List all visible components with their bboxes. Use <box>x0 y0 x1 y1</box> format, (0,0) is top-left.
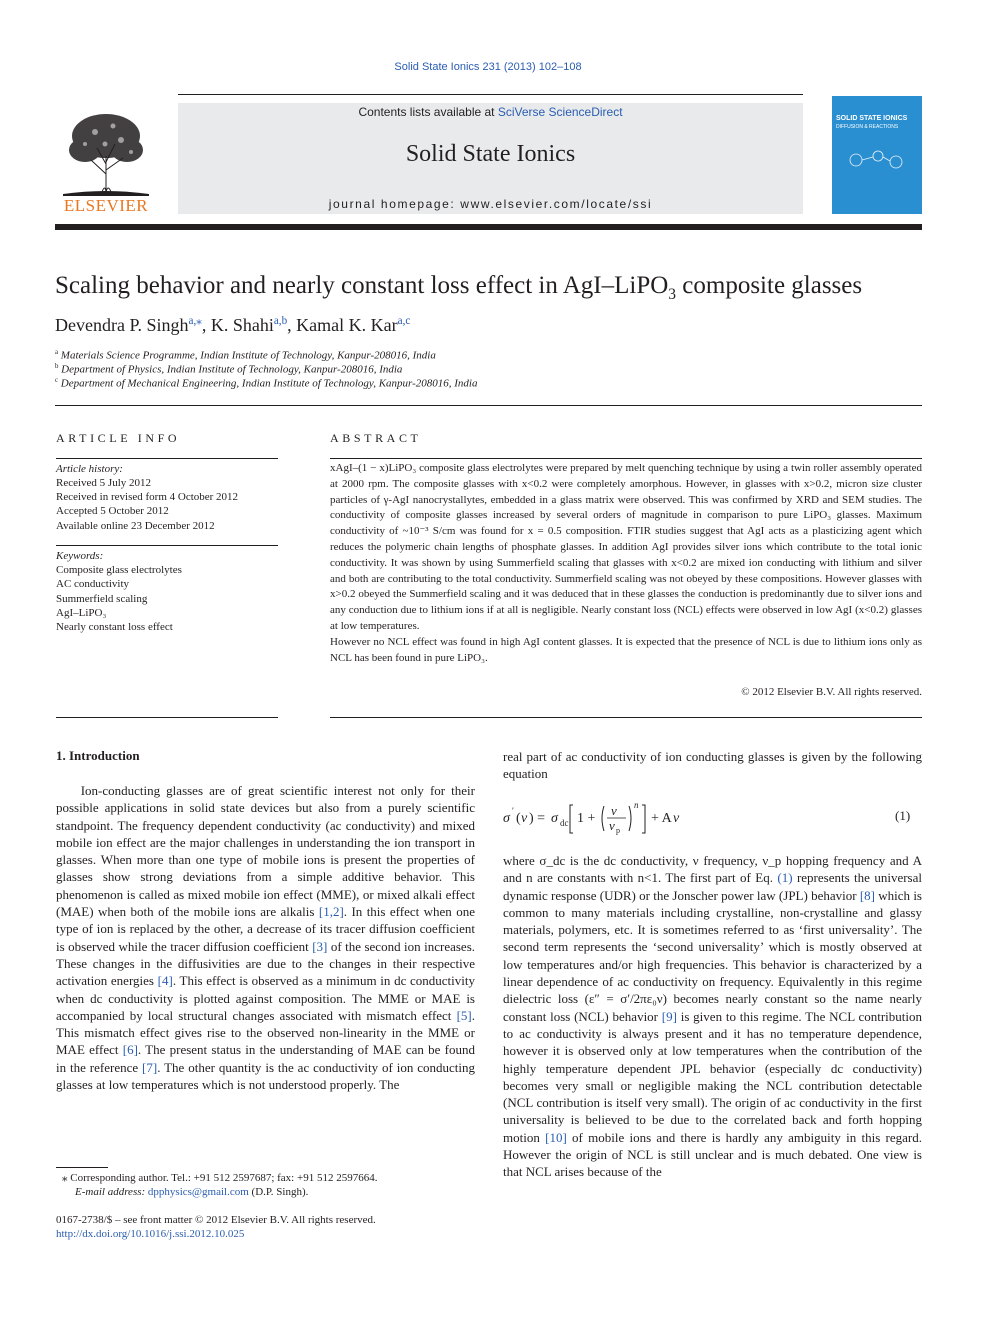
citation-link[interactable]: [5] <box>456 1007 472 1023</box>
email-link[interactable]: dpphysics@gmail.com <box>147 1186 249 1198</box>
article-info-rule <box>56 458 278 459</box>
svg-text:n: n <box>634 800 639 810</box>
citation-link[interactable]: [6] <box>122 1042 138 1058</box>
paragraph-text: of the second ion increases. These changes in the diffusivities are due to the changes in their respective activation energies <box>56 938 475 989</box>
intro-paragraph <box>56 782 475 1093</box>
paragraph-text: of mobile ions and there is hardly any ambiguity in this regard. However the origin of NCL is still unclear and is much debated. One view is that NCL arises because of the <box>503 1129 922 1180</box>
svg-text:1 +: 1 + <box>577 811 596 826</box>
paragraph-text: is given to this regime. The NCL contribution to ac conductivity is always present and it has no temperature dependence, however it is observed only at low temperatures when the contribution of the highly temperature dependent JPL behavior (especially dc conductivity) becomes very small or negligible making the NCL contribution detectable (NCL contribution is itself very small). The origin of ac conductivity in the first universality is believed to be due to the correlated back and forth hopping motion <box>503 1008 922 1145</box>
contents-prefix: Contents lists available at <box>358 105 498 119</box>
svg-text:) =: ) = <box>529 811 546 826</box>
cover-art-graphic <box>836 140 916 180</box>
citation-link[interactable]: [9] <box>661 1008 677 1024</box>
email-suffix: (D.P. Singh). <box>248 1186 309 1198</box>
affiliation-text: Department of Mechanical Engineering, Indian Institute of Technology, Kanpur-208016, India <box>60 377 478 390</box>
affiliation-mark: a <box>55 349 59 356</box>
history-item: Available online 23 December 2012 <box>56 520 215 532</box>
section-heading-introduction: 1. Introduction <box>56 748 140 763</box>
issn-line: 0167-2738/$ – see front matter © 2012 Elsevier B.V. All rights reserved. <box>56 1214 376 1226</box>
svg-text:(: ( <box>516 811 521 826</box>
equation-1 <box>503 797 922 839</box>
svg-text:′: ′ <box>512 806 514 816</box>
svg-text:ν: ν <box>673 811 680 826</box>
history-label: Article history: <box>56 463 123 475</box>
paragraph-text: . The other quantity is the ac conductivity of ion conducting glasses at low temperatures which is not understood properly. The <box>56 1059 475 1093</box>
equation-lead-in: real part of ac conductivity of ion conducting glasses is given by the following equation <box>503 749 922 782</box>
abstract-copyright: © 2012 Elsevier B.V. All rights reserved. <box>741 686 922 698</box>
title-main: Scaling behavior and nearly constant loss effect in AgI–LiPO <box>55 272 669 299</box>
svg-text:+ A: + A <box>651 811 672 826</box>
cover-subtitle-text: DIFFUSION & REACTIONS <box>836 124 899 130</box>
paragraph-text: which is common to many materials including crystalline, non-crystalline and glassy materials, polymers, etc. It is sometimes referred to as ‘first universality’. The second term represents the ‘second universality’ which is mostly observed at low temperatures and/or high frequencies. This behavior is characterized by a linear dependence of ac conductivity on frequency. Equivalently in this regime dielectric loss (ε″ = σ′/2πε₀ν) becomes nearly constant so the name nearly constant loss (NCL) behavior <box>503 887 922 1024</box>
author-name[interactable]: Devendra P. Singh <box>55 315 189 335</box>
keywords-label: Keywords: <box>56 550 104 562</box>
svg-text:σ: σ <box>503 811 510 826</box>
intro-right-column-top <box>503 748 922 783</box>
author-affiliation-marks[interactable]: a,b <box>273 315 288 327</box>
masthead-top-rule <box>178 94 803 95</box>
article-info-bottom-rule <box>56 717 278 718</box>
author-name[interactable]: K. Shahi <box>210 315 274 335</box>
keyword-item: Summerfield scaling <box>56 593 148 605</box>
affiliation-mark: b <box>55 363 59 370</box>
svg-text:σ: σ <box>551 811 558 826</box>
citation-link[interactable]: [1,2] <box>318 904 344 920</box>
paragraph-text: . The present status in the understanding of MAE can be found in the reference <box>56 1042 475 1075</box>
author-list <box>55 314 410 336</box>
journal-citation-link[interactable]: Solid State Ionics 231 (2013) 102–108 <box>394 61 582 73</box>
author-affiliation-marks[interactable]: a,c <box>397 315 411 327</box>
affiliation-rule <box>55 405 922 406</box>
svg-text:ν: ν <box>611 803 617 818</box>
affiliation-c <box>55 377 478 390</box>
svg-text:ν: ν <box>609 818 615 833</box>
doi-link[interactable]: http://dx.doi.org/10.1016/j.ssi.2012.10.025 <box>56 1228 245 1240</box>
email-label: E-mail address: <box>75 1186 148 1198</box>
keyword-item: AC conductivity <box>56 578 130 590</box>
history-item: Received in revised form 4 October 2012 <box>56 491 239 503</box>
article-info-heading: ARTICLE INFO <box>56 431 181 445</box>
intro-paragraph <box>503 852 922 1181</box>
history-item: Accepted 5 October 2012 <box>56 505 169 517</box>
masthead-bottom-rule <box>55 224 922 230</box>
corresponding-author-note: ⁎ Corresponding author. Tel.: +91 512 2597687; fax: +91 512 2597664. <box>62 1172 378 1184</box>
citation-link[interactable]: [10] <box>545 1129 567 1145</box>
svg-text:p: p <box>616 826 620 835</box>
paragraph-text: . In this effect when one type of ion is replaced by the other, a decrease of its tracer diffusion coefficient is observed while the tracer diffusion coefficient <box>56 904 475 954</box>
author-separator: , <box>287 315 297 335</box>
svg-text:dc: dc <box>560 818 569 828</box>
publisher-logo-text: ELSEVIER <box>63 196 149 215</box>
abstract-rule <box>330 458 922 459</box>
abstract-paragraph: However no NCL effect was found in high AgI content glasses. It is expected that the presence of NCL is due to lithium ions only as NCL has been found in pure LiPO₃. <box>330 635 922 664</box>
paragraph-text: represents the universal dynamic response (UDR) or the Jonscher power law (JPL) behavior <box>503 870 922 903</box>
keyword-item: AgI–LiPO₃ <box>56 607 107 619</box>
journal-cover-title <box>836 115 920 131</box>
intro-left-column <box>56 782 475 1093</box>
keyword-item: Composite glass electrolytes <box>56 564 182 576</box>
intro-right-column-body <box>503 852 922 1181</box>
citation-link[interactable]: [3] <box>312 938 328 954</box>
svg-text:ν: ν <box>521 811 528 826</box>
title-tail: composite glasses <box>676 272 863 299</box>
affiliation-mark: c <box>55 377 59 384</box>
footnote-rule <box>56 1167 108 1168</box>
citation-link[interactable]: (1) <box>777 870 793 886</box>
cover-title-text: SOLID STATE IONICS <box>836 115 908 122</box>
email-note <box>75 1186 308 1198</box>
keyword-item: Nearly constant loss effect <box>56 621 173 633</box>
author-affiliation-marks[interactable]: a,⁎ <box>188 315 202 327</box>
author-separator: , <box>201 315 211 335</box>
keywords-rule <box>56 545 278 546</box>
citation-link[interactable]: [8] <box>859 887 876 903</box>
paragraph-text: where σ_dc is the dc conductivity, ν frequency, ν_p hopping frequency and A and n are constants with n<1. The first part of Eq. <box>503 853 922 886</box>
article-title <box>55 272 862 304</box>
contents-line <box>178 105 803 119</box>
paragraph-text: Ion-conducting glasses are of great scientific interest not only for their possible applications in solid state devices but also from a purely scientific standpoint. The frequency dependent conductivity (ac conductivity) and mixed mobile ion effect are the major challenges in understanding the ion transport in glasses. When more than one type of mobile ions is present the properties of glasses show strong deviations from a simple additive behavior. This phenomenon is called as mixed mobile ion effect (MME), or mixed alkali effect (MAE) when both of the mobile ions are alkalis <box>56 783 475 920</box>
affiliation-text: Department of Physics, Indian Institute of Technology, Kanpur-208016, India <box>61 363 403 376</box>
affiliation-text: Materials Science Programme, Indian Institute of Technology, Kanpur-208016, India <box>60 349 436 362</box>
citation-link[interactable]: [4] <box>157 973 173 989</box>
abstract-body <box>330 461 922 666</box>
history-item: Received 5 July 2012 <box>56 477 152 489</box>
title-subscript: 3 <box>668 286 677 303</box>
author-name[interactable]: Kamal K. Kar <box>296 315 398 335</box>
citation-link[interactable]: [7] <box>142 1059 158 1075</box>
affiliation-a <box>55 349 436 362</box>
sciencedirect-link[interactable]: SciVerse ScienceDirect <box>497 105 623 119</box>
journal-homepage[interactable]: journal homepage: www.elsevier.com/locate/ssi <box>328 197 653 211</box>
abstract-paragraph: xAgI–(1 − x)LiPO₃ composite glass electrolytes were prepared by melt quenching technique by using a twin roller assembly operated at 2000 rpm. The composite glasses with x<0.2 were completely amorphous. However, in glasses with x>0.2, micron size cluster particles of γ-AgI nanocrystallytes, embedded in a glass matrix were observed. This was confirmed by XRD and SEM studies. The conductivity of composite glasses increased by several orders of magnitude in comparison to pure LiPO₃ glasses. Maximum conductivity of ~10⁻³ S/cm was found for x = 0.5 composition. FTIR studies suggest that AgI acts as a plasticizing agent which reduces the polymeric chain lengths of phosphate glasses. In addition AgI provides silver ions which contribute to the total ionic conductivity. It was shown by using Summerfield scaling that glasses with x<0.2 are mixed ion conducting with lithium and silver and both are contributing to the total conductivity. Summerfield scaling was not obeyed by these compositions. However glasses with x>0.2 obeyed the Summerfield scaling and it was deduced that in these glasses the conduction is predominantly due to silver ions and any conduction due to lithium ions if at all is negligible. Nearly constant loss (NCL) effects were observed in low AgI (x<0.2) glasses at low temperatures. <box>330 462 922 632</box>
journal-title: Solid State Ionics <box>405 141 576 167</box>
abstract-bottom-rule <box>330 717 922 718</box>
paragraph-text: . This mismatch effect gives rise to the observed non-linearity in the MME or MAE effect <box>56 1007 475 1058</box>
equation-number: (1) <box>895 808 911 823</box>
affiliation-b <box>55 363 402 376</box>
abstract-heading: ABSTRACT <box>330 431 422 445</box>
paragraph-text: . This effect is observed as a minimum in dc conductivity when dc conductivity is plotted against composition. The MME or MAE is accompanied by local structural changes associated with mismatch effect <box>56 973 475 1023</box>
